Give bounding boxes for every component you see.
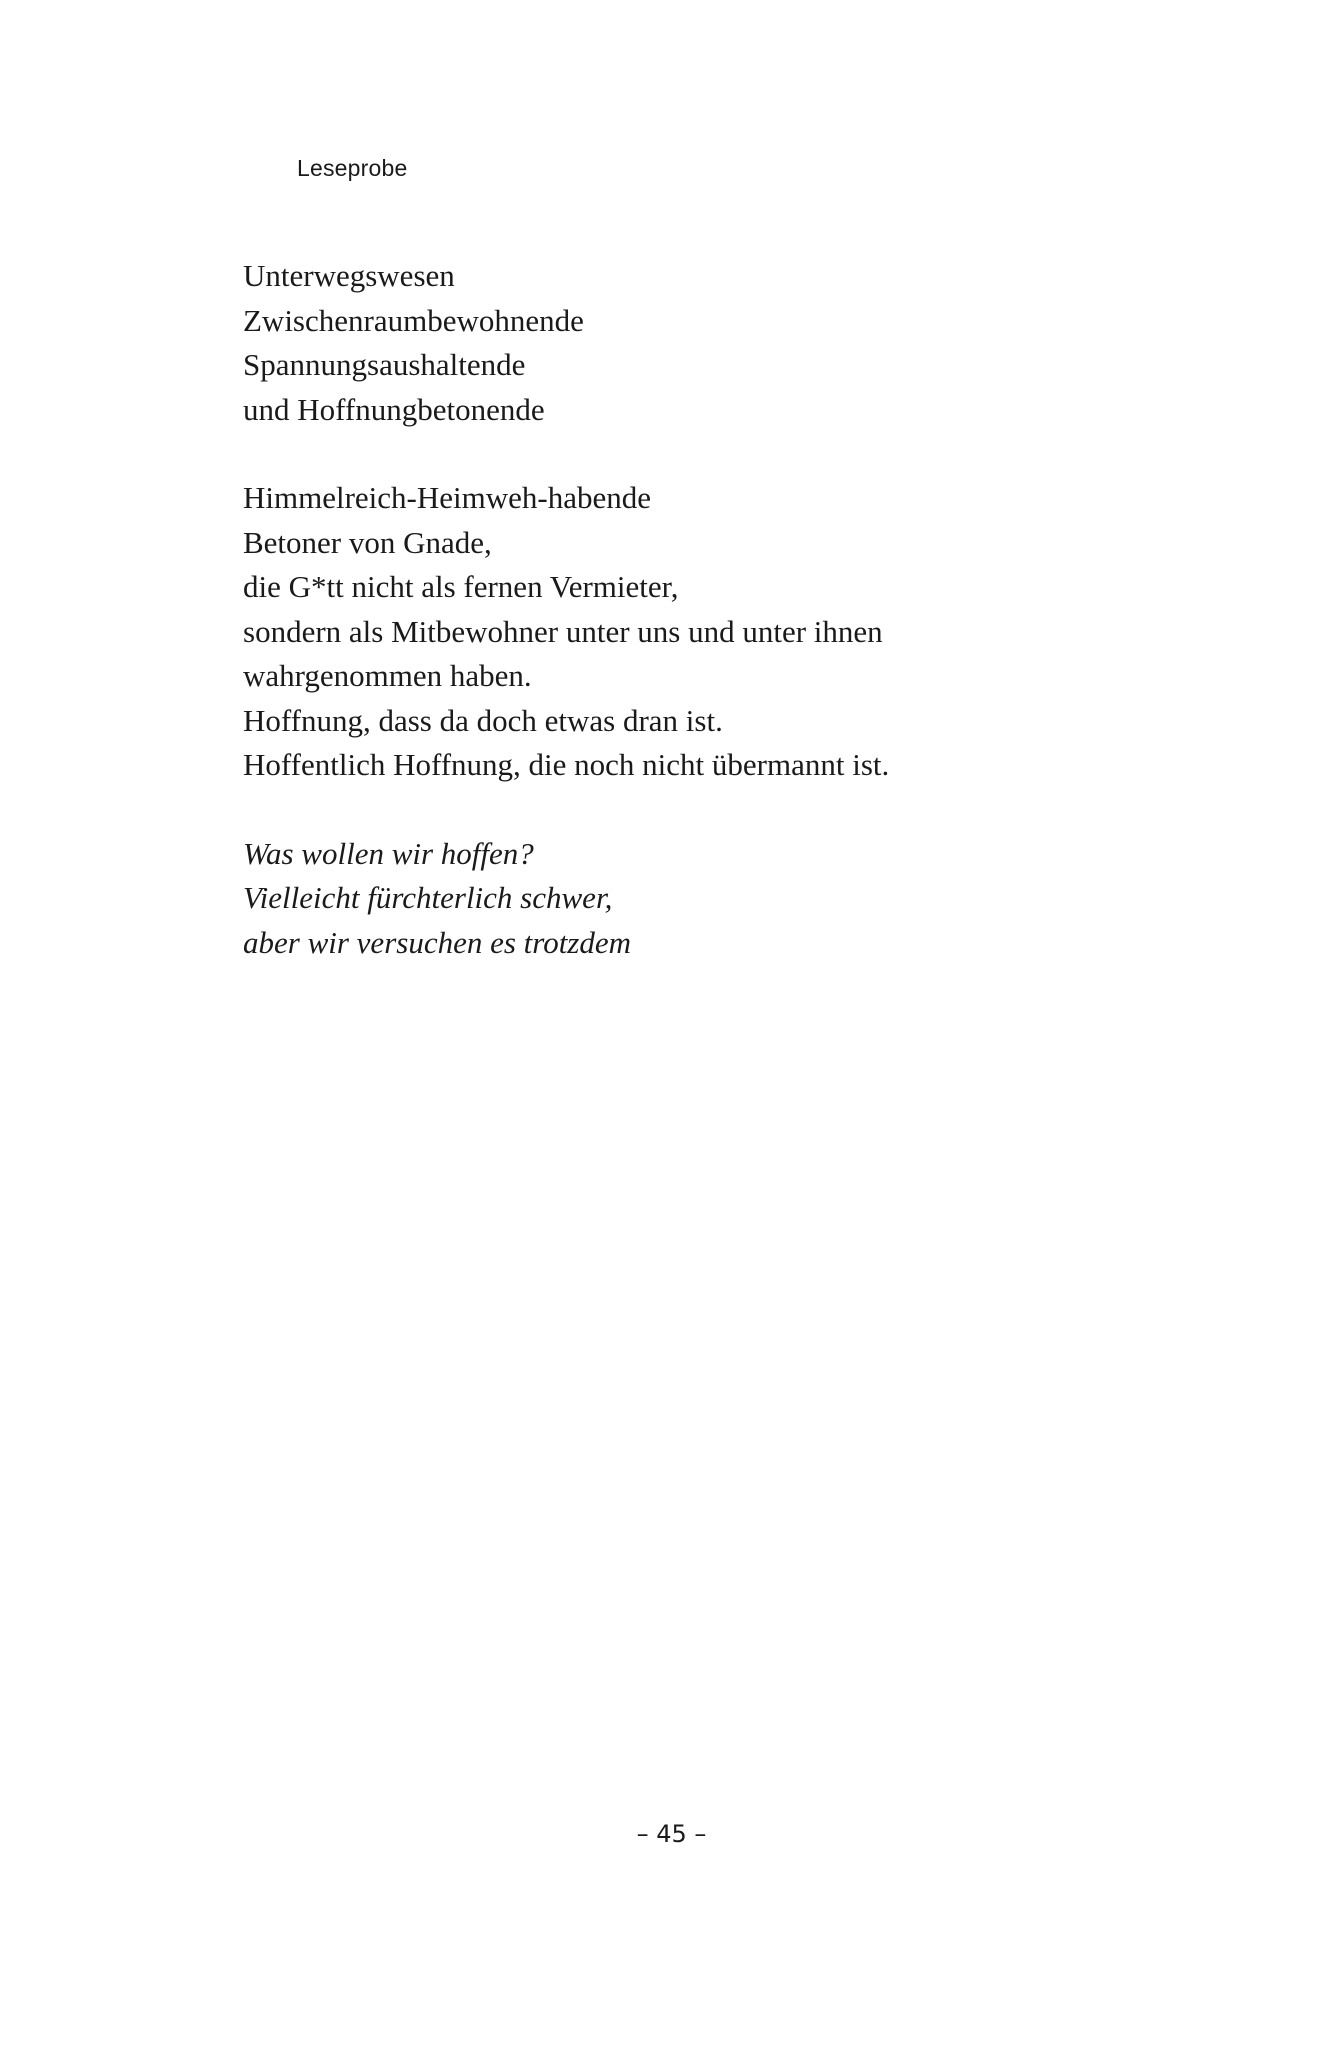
poem-line: Spannungsaushaltende [243, 347, 526, 382]
poem-line: Zwischenraumbewohnende [243, 302, 584, 338]
poem-line: Was wollen wir hoffen? [243, 835, 534, 871]
poem-line: und Hoffnungbetonende [243, 391, 545, 427]
running-header: Leseprobe [297, 155, 408, 181]
poem-line: Vielleicht fürchterlich schwer, [243, 880, 613, 915]
poem-line: Hoffentlich Hoffnung, die noch nicht übermannt ist. [243, 747, 890, 782]
stanza-1 [243, 254, 1203, 432]
poem-line: die G*tt nicht als fernen Vermieter, [243, 569, 679, 604]
poem-line: Himmelreich-Heimweh-habende [243, 480, 651, 515]
poem-line: Unterwegswesen [243, 258, 455, 293]
poem [243, 254, 1203, 1009]
poem-line: Betoner von Gnade, [243, 524, 492, 560]
poem-line: aber wir versuchen es trotzdem [243, 924, 632, 960]
stanza-3 [243, 832, 1203, 966]
poem-line: Hoffnung, dass da doch etwas dran ist. [243, 702, 723, 738]
poem-line: sondern als Mitbewohner unter uns und unter ihnen [243, 613, 883, 649]
poem-line: wahrgenommen haben. [243, 658, 532, 693]
page-number: – 45 – [636, 1820, 707, 1848]
stanza-2 [243, 476, 1203, 788]
